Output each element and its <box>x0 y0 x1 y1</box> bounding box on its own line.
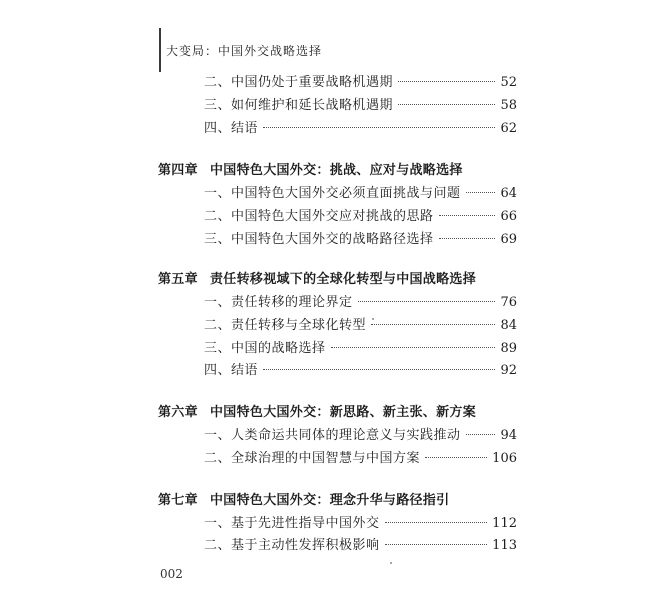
page-number: 002 <box>160 567 183 581</box>
toc-entry-title: 三、中国特色大国外交的战略路径选择 <box>204 232 434 247</box>
toc-entry-page: 76 <box>500 295 517 310</box>
toc-entry[interactable] <box>204 205 517 224</box>
toc-entry-page: 64 <box>500 186 517 201</box>
chapter-title: 中国特色大国外交：挑战、应对与战略选择 <box>210 163 463 178</box>
toc-entry-title: 四、结语 <box>204 121 259 136</box>
toc-entry-page: 92 <box>500 363 517 378</box>
chapter-heading[interactable] <box>158 159 463 178</box>
toc-leader <box>466 192 496 193</box>
toc-entry-page: 58 <box>500 98 517 113</box>
toc-entry[interactable] <box>204 117 517 136</box>
toc-leader <box>398 104 495 105</box>
toc-entry-title: 二、全球治理的中国智慧与中国方案 <box>204 451 421 466</box>
chapter-heading[interactable] <box>158 268 476 287</box>
toc-entry[interactable] <box>204 314 517 333</box>
toc-leader <box>331 347 496 348</box>
toc-entry-page: 52 <box>500 75 517 90</box>
toc-entry[interactable] <box>204 228 517 247</box>
toc-entry[interactable] <box>204 291 517 310</box>
chapter-title: 责任转移视域下的全球化转型与中国战略选择 <box>210 272 477 287</box>
chapter-title: 中国特色大国外交：理念升华与路径指引 <box>210 493 450 508</box>
chapter-heading[interactable] <box>158 401 476 420</box>
scan-speck <box>390 562 392 564</box>
scan-speck <box>372 318 374 320</box>
toc-entry-title: 二、中国特色大国外交应对挑战的思路 <box>204 209 434 224</box>
chapter-title: 中国特色大国外交：新思路、新主张、新方案 <box>210 405 477 420</box>
toc-entry-page: 69 <box>500 232 517 247</box>
toc-entry-title: 一、责任转移的理论界定 <box>204 295 353 310</box>
toc-entry-page: 113 <box>492 538 517 553</box>
toc-entry[interactable] <box>204 534 517 553</box>
toc-leader <box>263 369 495 370</box>
toc-entry-page: 66 <box>500 209 517 224</box>
toc-leader <box>466 434 496 435</box>
toc-leader <box>385 522 488 523</box>
toc-entry-title: 一、中国特色大国外交必须直面挑战与问题 <box>204 186 461 201</box>
toc-entry[interactable] <box>204 447 517 466</box>
toc-leader <box>439 238 496 239</box>
toc-entry[interactable] <box>204 71 517 90</box>
chapter-number: 第五章 <box>158 272 198 287</box>
toc-entry-page: 94 <box>500 428 517 443</box>
toc-entry-title: 二、基于主动性发挥积极影响 <box>204 538 380 553</box>
toc-entry-title: 二、责任转移与全球化转型 <box>204 318 367 333</box>
toc-entry[interactable] <box>204 337 517 356</box>
chapter-number: 第四章 <box>158 163 198 178</box>
toc-leader <box>425 457 487 458</box>
toc-entry-page: 112 <box>492 516 517 531</box>
toc-entry[interactable] <box>204 424 517 443</box>
toc-entry-page: 84 <box>500 318 517 333</box>
running-header: 大变局：中国外交战略选择 <box>166 44 323 58</box>
toc-leader <box>358 301 496 302</box>
toc-entry-title: 一、基于先进性指导中国外交 <box>204 516 380 531</box>
toc-leader <box>439 215 496 216</box>
toc-entry[interactable] <box>204 94 517 113</box>
toc-entry-title: 三、中国的战略选择 <box>204 341 326 356</box>
toc-leader <box>263 127 495 128</box>
toc-leader <box>371 324 495 325</box>
toc-entry-title: 一、人类命运共同体的理论意义与实践推动 <box>204 428 461 443</box>
toc-entry[interactable] <box>204 512 517 531</box>
toc-entry-title: 四、结语 <box>204 363 259 378</box>
toc-entry-title: 三、如何维护和延长战略机遇期 <box>204 98 394 113</box>
header-rule <box>159 28 161 72</box>
toc-entry-page: 62 <box>500 121 517 136</box>
toc-leader <box>398 81 495 82</box>
toc-entry-page: 106 <box>492 451 517 466</box>
chapter-number: 第六章 <box>158 405 198 420</box>
toc-leader <box>385 544 488 545</box>
chapter-heading[interactable] <box>158 489 449 508</box>
toc-entry-title: 二、中国仍处于重要战略机遇期 <box>204 75 394 90</box>
chapter-number: 第七章 <box>158 493 198 508</box>
toc-entry-page: 89 <box>500 341 517 356</box>
toc-entry[interactable] <box>204 182 517 201</box>
toc-entry[interactable] <box>204 359 517 378</box>
